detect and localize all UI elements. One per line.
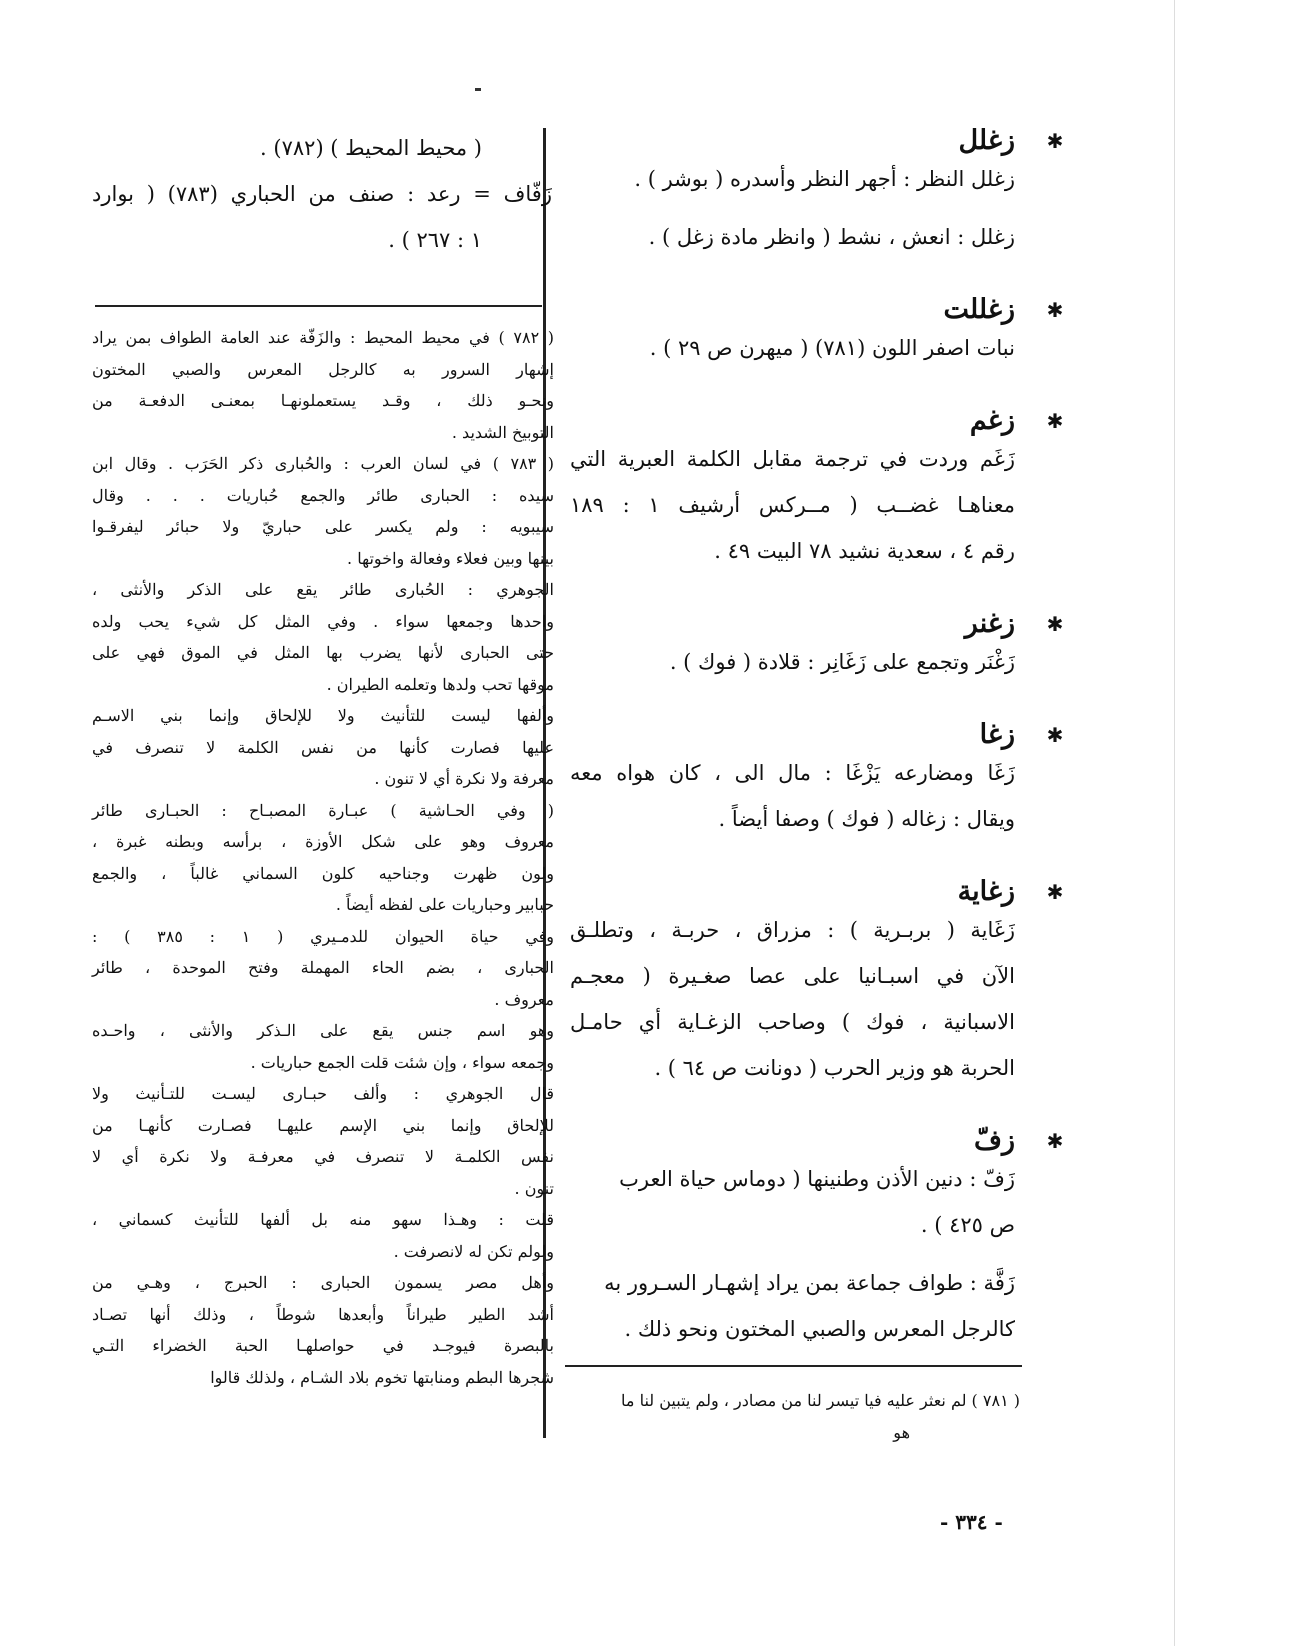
- footnote-rule-left: [95, 305, 542, 307]
- footnote-line: الحبارى ، بضم الحاء المهملة وفتح الموحدة ، طائر: [92, 958, 554, 977]
- footnote-line: ( ٧٨٢ ) في محيط المحيط : والزَفّة عند العامة الطواف بمن يراد: [92, 328, 555, 347]
- dictionary-entry: [570, 1125, 1064, 1352]
- entry-headword: زفّ: [973, 1125, 1015, 1156]
- entry-definition-line: ص ٤٢٥ ) .: [920, 1213, 1015, 1237]
- entry-definition-line: زَغْنَر وتجمع على زَغَانِر : قلادة ( فوك ) .: [669, 650, 1015, 674]
- entry-definition-line: الاسبانية ، فوك ) وصاحب الزغـاية أي حامـل: [570, 1010, 1015, 1034]
- entry-definition-line: رقم ٤ ، سعدية نشيد ٧٨ البيت ٤٩ .: [714, 539, 1015, 563]
- entry-definition-line: نبات اصفر اللون (٧٨١) ( ميهرن ص ٢٩ ) .: [649, 336, 1015, 360]
- footnote-line: معروف .: [494, 989, 554, 1009]
- footnote-rule-right: [565, 1365, 1022, 1367]
- entry-definition-line: كالرجل المعرس والصبي المختون ونحو ذلك .: [624, 1317, 1015, 1341]
- entry-headword: زغنر: [964, 608, 1015, 639]
- entry-definition-line: معناهـا غضــب ( مــركس أرشيف ١ : ١٨٩: [570, 493, 1015, 517]
- footnote-line: إشهار السرور به كالرجل المعرس والصبي المختون: [92, 359, 554, 379]
- asterisk-bullet-icon: ✱: [1046, 722, 1064, 747]
- footnote-line: ( ٧٨١ ) لم نعثر عليه فيا تيسر لنا من مصادر ، ولم يتبين لنا ما: [621, 1391, 1020, 1410]
- footnote-line: ( وفي الحـاشية ) عبـارة المصبـاح : الحبـارى طائر: [92, 800, 554, 820]
- entry-definition-line: زغلل النظر : أجهر النظر وأسدره ( بوشر ) .: [634, 167, 1015, 191]
- left-line: زَفّاف = رعد : صنف من الحباري (٧٨٣) ( بوارد: [92, 182, 552, 206]
- dictionary-entry: [570, 719, 1064, 842]
- entry-header: [570, 608, 1065, 639]
- entry-header: [570, 1125, 1065, 1156]
- footnote-line: بالبصرة فيوجـد في حواصلهـا الحبة الخضراء التـي: [92, 1336, 554, 1355]
- entry-headword: زغاية: [957, 876, 1015, 907]
- entry-definition-line: زَغَاية ( بربـرية ) : مزراق ، حربـة ، وتطلـق: [570, 918, 1015, 942]
- footnote-line: هو: [893, 1422, 910, 1442]
- footnote-line: ( ٧٨٣ ) في لسان العرب : والحُبارى ذكر الحَرَب . وقال ابن: [92, 454, 555, 473]
- footnote-line: وهو اسم جنس يقع على الـذكر والأنثى ، واحـده: [92, 1021, 554, 1040]
- footnote-line: حتى الحبارى لأنها يضرب بها المثل في الموق فهي على: [92, 643, 554, 662]
- footnote-line: للإلحاق وإنما بني الإسم عليهـا فصـارت كأنهـا من: [92, 1115, 554, 1135]
- left-column: [92, 125, 552, 263]
- footnote-line: ولولم تكن له لانصرفت .: [393, 1241, 554, 1261]
- footnote-line: موقها تحب ولدها وتعلمه الطيران .: [326, 674, 554, 694]
- footnote-line: تنون .: [514, 1178, 554, 1198]
- footnote-line: واحدها وجمعها سواء . وفي المثل كل شيء يحب ولده: [92, 611, 554, 631]
- left-line: ( محيط المحيط ) (٧٨٢) .: [260, 136, 482, 160]
- entry-definition-line: الحربة هو وزير الحرب ( دونانت ص ٦٤ ) .: [654, 1056, 1015, 1080]
- footnote-line: وألفها ليست للتأنيث ولا للإلحاق وإنما بني الاسـم: [92, 706, 554, 725]
- scan-speck: [475, 88, 481, 91]
- entry-headword: زغا: [979, 719, 1015, 750]
- footnote-line: بينها وبين فعلاء وفعالة واخوتها .: [347, 548, 554, 568]
- footnote-line: أشد الطير طيراناً وأبعدها شوطاً ، وذلك أنها تصـاد: [92, 1304, 554, 1324]
- footnote-line: عليها فصارت كأنها من نفس الكلمة لا تنصرف في: [92, 737, 554, 757]
- entry-definition-line: زَفَّة : طواف جماعة بمن يراد إشهـار السـرور به: [604, 1271, 1015, 1295]
- entry-headword: زغللت: [943, 294, 1015, 325]
- left-line: ١ : ٢٦٧ ) .: [388, 228, 482, 252]
- page-number: - ٣٣٤ -: [940, 1510, 1003, 1534]
- dictionary-entry: [570, 405, 1064, 574]
- footnote-line: نفس الكلمـة لا تنصرف في معرفـة ولا نكرة أي لا: [92, 1147, 554, 1166]
- footnote-line: ونحـو ذلك ، وقـد يستعملونهـا بمعنـى الدفعـة من: [92, 391, 554, 410]
- footnote-line: حبابير وحباريات على لفظه أيضاً .: [335, 895, 554, 914]
- footnotes-right: [575, 1385, 1020, 1448]
- entry-header: [570, 125, 1065, 156]
- asterisk-bullet-icon: ✱: [1046, 408, 1064, 433]
- entry-definition-line: زَفّ : دنين الأذن وطنينها ( دوماس حياة العرب: [619, 1167, 1015, 1191]
- page-edge: [1174, 0, 1175, 1646]
- entry-definition-line: زَغَا ومضارعه يَزْغَا : مال الى ، كان هواه معه: [570, 761, 1015, 785]
- footnote-line: معرفة ولا نكرة أي لا تنون .: [374, 769, 554, 788]
- dictionary-entry: [570, 608, 1064, 685]
- footnotes-left: [92, 322, 554, 1393]
- asterisk-bullet-icon: ✱: [1046, 879, 1064, 904]
- footnote-line: قال الجوهري : وألف حبـارى ليسـت للتـأنيث ولا: [92, 1084, 554, 1103]
- footnote-line: وجمعه سواء ، وإن شئت قلت الجمع حباريات .: [250, 1052, 554, 1072]
- asterisk-bullet-icon: ✱: [1046, 128, 1064, 153]
- footnote-line: سيبويه : ولم يكسر على حباريّ ولا حبائر ليفرقـوا: [92, 517, 554, 536]
- footnote-line: وفي حياة الحيوان للدمـيري ( ١ : ٣٨٥ ) :: [92, 926, 554, 946]
- right-column: [570, 125, 1064, 1386]
- entry-definition-line: زغلل : انعش ، نشط ( وانظر مادة زغل ) .: [648, 225, 1015, 249]
- dictionary-entry: [570, 294, 1064, 371]
- asterisk-bullet-icon: ✱: [1046, 611, 1064, 636]
- dictionary-entry: [570, 125, 1064, 260]
- footnote-line: التوبيخ الشديد .: [451, 422, 554, 442]
- footnote-line: الجوهري : الحُبارى طائر يقع على الذكر والأنثى ،: [92, 580, 554, 599]
- entry-definition-line: ويقال : زغاله ( فوك ) وصفا أيضاً .: [718, 807, 1015, 831]
- entry-headword: زغم: [969, 405, 1015, 436]
- entry-header: [570, 294, 1065, 325]
- asterisk-bullet-icon: ✱: [1046, 1128, 1064, 1153]
- entry-definition-line: الآن في اسبـانيا على عصا صغـيرة ( معجـم: [570, 964, 1015, 988]
- asterisk-bullet-icon: ✱: [1046, 297, 1064, 322]
- footnote-line: شجرها البطم ومنابتها تخوم بلاد الشـام ، ولذلك قالوا: [210, 1367, 554, 1387]
- dictionary-entry: [570, 876, 1064, 1091]
- entry-header: [570, 876, 1065, 907]
- entry-header: [570, 719, 1065, 750]
- footnote-line: ولون ظهرت وجناحيه كلون السماني غالباً ، والجمع: [92, 863, 554, 883]
- footnote-line: معروف وهو على شكل الأوزة ، برأسه وبطنه غبرة ،: [92, 832, 554, 851]
- entry-headword: زغلل: [958, 125, 1015, 156]
- footnote-line: قلت : وهـذا سهو منه بل ألفها للتأنيث كسماني ،: [92, 1210, 554, 1229]
- footnote-line: سيده : الحبارى طائر والجمع حُباريات . . . وقال: [92, 485, 554, 505]
- footnote-line: وأهل مصر يسمون الحبارى : الحبرج ، وهـي من: [92, 1273, 554, 1292]
- entry-header: [570, 405, 1065, 436]
- entry-definition-line: زَغَم وردت في ترجمة مقابل الكلمة العبرية التي: [570, 447, 1015, 471]
